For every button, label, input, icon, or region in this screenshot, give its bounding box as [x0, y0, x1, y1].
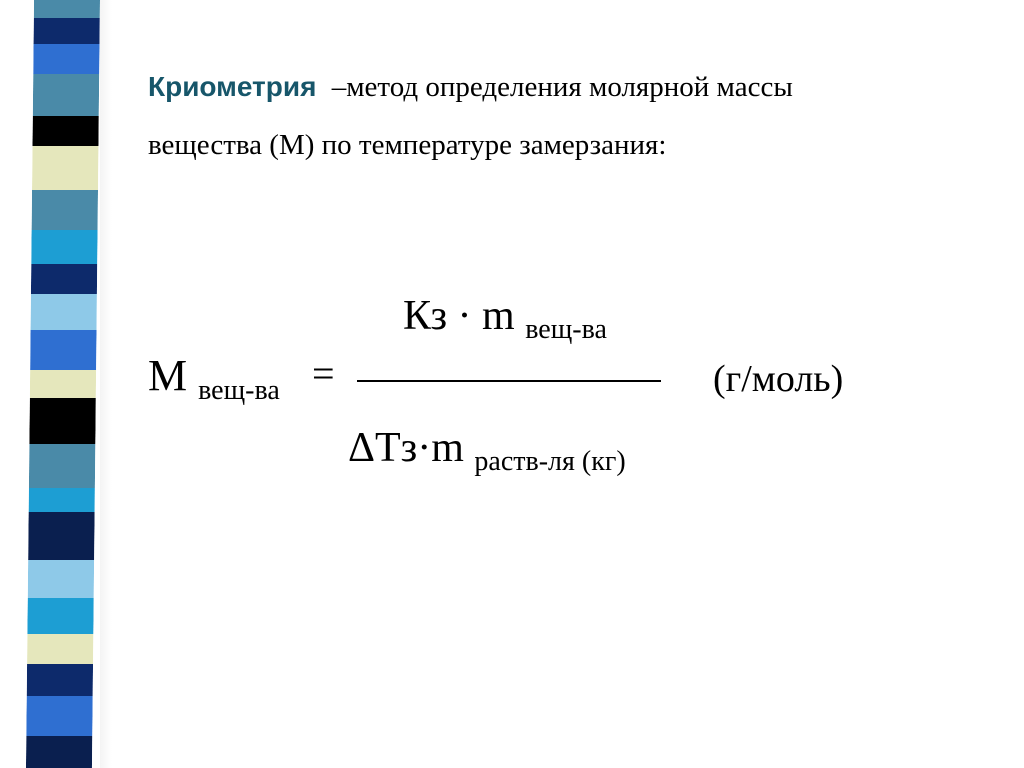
- numerator-main: Кз · m: [403, 293, 515, 339]
- numerator-subscript: вещ-ва: [525, 314, 607, 345]
- fraction-bar: [357, 380, 661, 382]
- formula-numerator: [403, 292, 607, 345]
- lhs-symbol: М: [148, 351, 188, 400]
- term-kriometriya: Криометрия: [148, 71, 317, 102]
- denominator-subscript: раств-ля (кг): [474, 446, 626, 477]
- definition-line-1-rest: метод определения молярной массы: [346, 71, 793, 103]
- lhs-subscript: вещ-ва: [198, 375, 280, 406]
- definition-dash: –: [331, 71, 347, 103]
- denominator-main: ΔTз·m: [348, 425, 464, 471]
- formula-unit: (г/моль): [713, 358, 844, 400]
- definition-line-2: вещества (М) по температуре замерзания:: [148, 129, 667, 161]
- formula-lhs: [148, 350, 280, 406]
- equals-sign: =: [312, 351, 335, 396]
- formula-denominator: [348, 424, 626, 477]
